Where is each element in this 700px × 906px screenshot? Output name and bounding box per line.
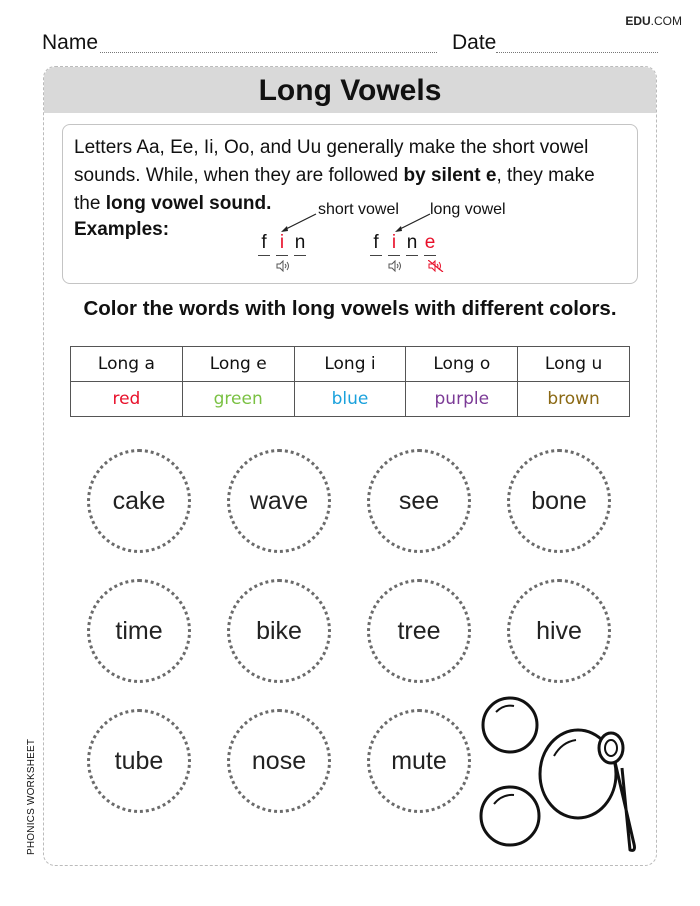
- color-green: green: [182, 382, 294, 417]
- letter: i: [388, 232, 400, 256]
- side-label: PHONICS WORKSHEET: [26, 738, 37, 855]
- header-long-u: Long u: [518, 347, 630, 382]
- speaker-icon: [276, 260, 292, 272]
- word-circle-tube[interactable]: tube: [87, 709, 191, 813]
- word-circle-bone[interactable]: bone: [507, 449, 611, 553]
- word-circle-tree[interactable]: tree: [367, 579, 471, 683]
- muted-speaker-icon: [428, 260, 444, 272]
- intro-line-3: the long vowel sound.: [74, 193, 272, 214]
- short-vowel-label: short vowel: [318, 201, 399, 218]
- examples-label: Examples:: [74, 219, 170, 240]
- word-circle-cake[interactable]: cake: [87, 449, 191, 553]
- name-line: [100, 52, 437, 53]
- word-circle-bike[interactable]: bike: [227, 579, 331, 683]
- header-long-i: Long i: [294, 347, 406, 382]
- word-circle-wave[interactable]: wave: [227, 449, 331, 553]
- letter: e: [424, 232, 436, 256]
- letter: i: [276, 232, 288, 256]
- header-long-e: Long e: [182, 347, 294, 382]
- speaker-icon: [388, 260, 404, 272]
- intro-line-2: sounds. While, when they are followed by silent e, they make: [74, 165, 595, 186]
- letter: n: [294, 232, 306, 256]
- word-circle-see[interactable]: see: [367, 449, 471, 553]
- word-circle-hive[interactable]: hive: [507, 579, 611, 683]
- intro-line-1: Letters Aa, Ee, Ii, Oo, and Uu generally make the short vowel: [74, 137, 589, 158]
- color-blue: blue: [294, 382, 406, 417]
- date-line: [496, 52, 658, 53]
- color-key-value-row: [71, 382, 630, 417]
- date-label: Date: [452, 31, 497, 54]
- color-key-header-row: [71, 347, 630, 382]
- example-word-fine: [370, 232, 442, 256]
- word-circle-nose[interactable]: nose: [227, 709, 331, 813]
- long-vowel-label: long vowel: [430, 201, 506, 218]
- header-long-a: Long a: [71, 347, 183, 382]
- page-title: Long Vowels: [44, 67, 656, 113]
- name-label: Name: [42, 31, 99, 54]
- word-circle-time[interactable]: time: [87, 579, 191, 683]
- instruction-text: Color the words with long vowels with different colors.: [83, 297, 617, 320]
- example-word-fin: [258, 232, 312, 256]
- letter: f: [258, 232, 270, 256]
- color-purple: purple: [406, 382, 518, 417]
- header-long-o: Long o: [406, 347, 518, 382]
- bubble-wand-illustration: [474, 694, 644, 856]
- color-key-table: [70, 346, 630, 417]
- letter: f: [370, 232, 382, 256]
- color-brown: brown: [518, 382, 630, 417]
- brand-logo: EDU.COM: [625, 14, 682, 28]
- word-circle-mute[interactable]: mute: [367, 709, 471, 813]
- color-red: red: [71, 382, 183, 417]
- letter: n: [406, 232, 418, 256]
